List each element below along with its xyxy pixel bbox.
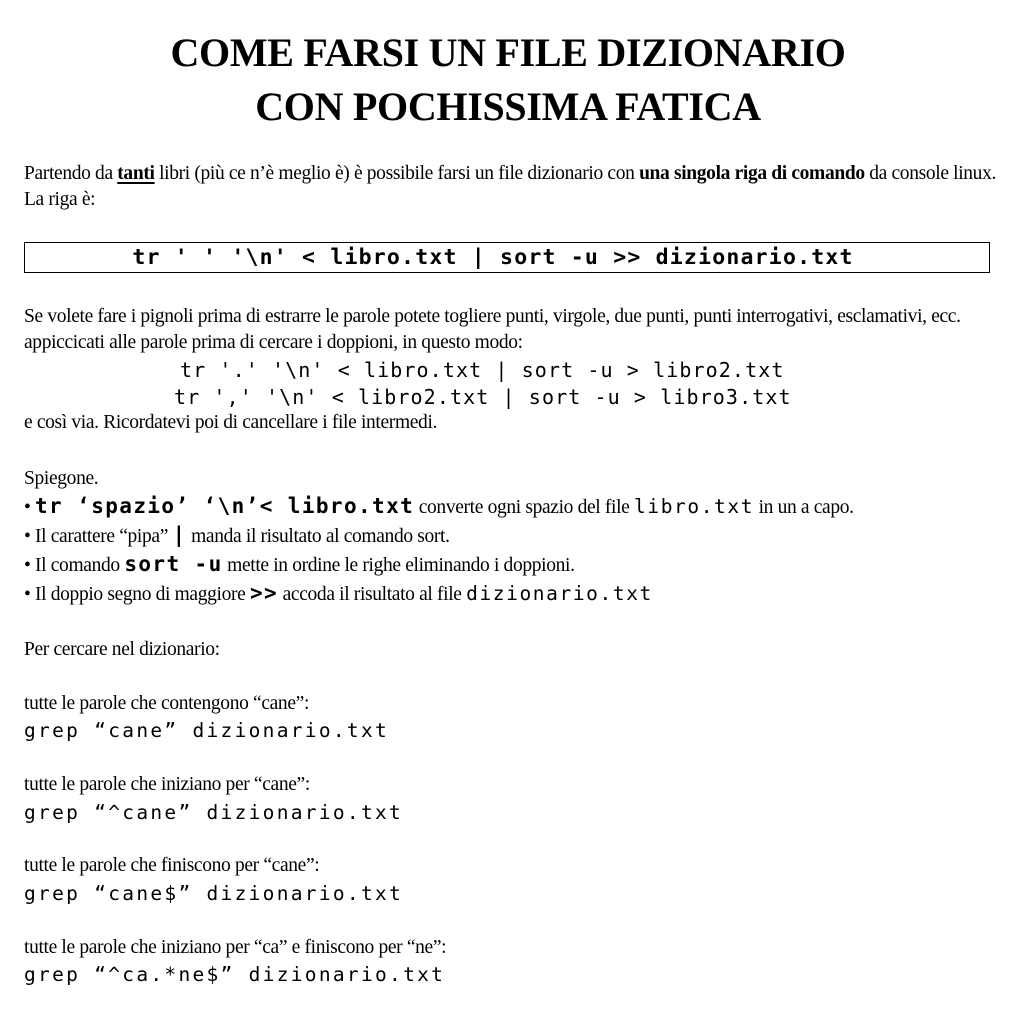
search-example-label: tutte le parole che iniziano per “ca” e finiscono per “ne”: <box>24 937 447 958</box>
cleanup-after: e così via. Ricordatevi poi di cancellare i file intermedi. <box>24 412 438 433</box>
bullet-item <box>24 493 854 521</box>
bullet-code: >> <box>249 581 279 605</box>
bullet-text: Il comando <box>35 555 125 576</box>
bullet-text-2: mette in ordine le righe eliminando i doppioni. <box>222 555 575 576</box>
emphasis-single-line: una singola riga di comando <box>639 163 865 184</box>
bullet-item <box>24 580 653 608</box>
bullet-text: converte ogni spazio del file <box>414 497 635 518</box>
bullet-icon: • <box>24 526 31 547</box>
explanation-heading: Spiegone. <box>24 468 99 489</box>
intro-text-3: libri (più ce n’è meglio è) è possibile farsi un file dizionario con <box>154 163 640 184</box>
search-example-command: grep “^cane” dizionario.txt <box>24 801 404 824</box>
bullet-code-2: dizionario.txt <box>466 582 653 605</box>
intro-text-5: da console linux. La riga è: <box>24 163 997 210</box>
bullet-code: | <box>172 523 187 547</box>
bullet-text: Il carattere “pipa” <box>35 526 173 547</box>
bullet-icon: • <box>24 584 31 605</box>
intro-text-1: Partendo da <box>24 163 118 184</box>
cleanup-paragraph: Se volete fare i pignoli prima di estrarre le parole potete togliere punti, virgole, due punti, punti interrogativi, esclamativi, ecc. appiccicati alle parole prima di cercare i doppioni, in questo modo: <box>24 306 961 353</box>
emphasis-tanti: tanti <box>117 163 155 184</box>
page-title-line-1: COME FARSI UN FILE DIZIONARIO <box>170 30 846 75</box>
bullet-item <box>24 522 450 550</box>
page-title-line-2: CON POCHISSIMA FATICA <box>255 84 761 129</box>
search-example-label: tutte le parole che contengono “cane”: <box>24 693 310 714</box>
bullet-code: sort -u <box>124 552 223 576</box>
intro-paragraph <box>24 161 999 213</box>
bullet-item <box>24 551 575 579</box>
bullet-code: tr ‘spazio’ ‘\n’< libro.txt <box>35 494 415 518</box>
search-example-command: grep “cane” dizionario.txt <box>24 719 390 742</box>
bullet-text-2: manda il risultato al comando sort. <box>186 526 450 547</box>
search-example-command: grep “^ca.*ne$” dizionario.txt <box>24 963 446 986</box>
bullet-text: Il doppio segno di maggiore <box>35 584 250 605</box>
search-example-command: grep “cane$” dizionario.txt <box>24 882 404 905</box>
cleanup-command-1: tr '.' '\n' < libro.txt | sort -u > libro2.txt <box>180 358 785 382</box>
main-command: tr ' ' '\n' < libro.txt | sort -u >> dizionario.txt <box>132 245 854 270</box>
bullet-text-2: accoda il risultato al file <box>278 584 467 605</box>
main-command-box <box>24 242 990 273</box>
search-heading: Per cercare nel dizionario: <box>24 639 220 660</box>
search-example-label: tutte le parole che finiscono per “cane”: <box>24 855 320 876</box>
search-example-label: tutte le parole che iniziano per “cane”: <box>24 774 310 795</box>
bullet-text-2: in un a capo. <box>754 497 854 518</box>
cleanup-command-2: tr ',' '\n' < libro2.txt | sort -u > libro3.txt <box>174 385 792 409</box>
bullet-icon: • <box>24 497 31 518</box>
bullet-icon: • <box>24 555 31 576</box>
bullet-code-2: libro.txt <box>634 495 755 518</box>
